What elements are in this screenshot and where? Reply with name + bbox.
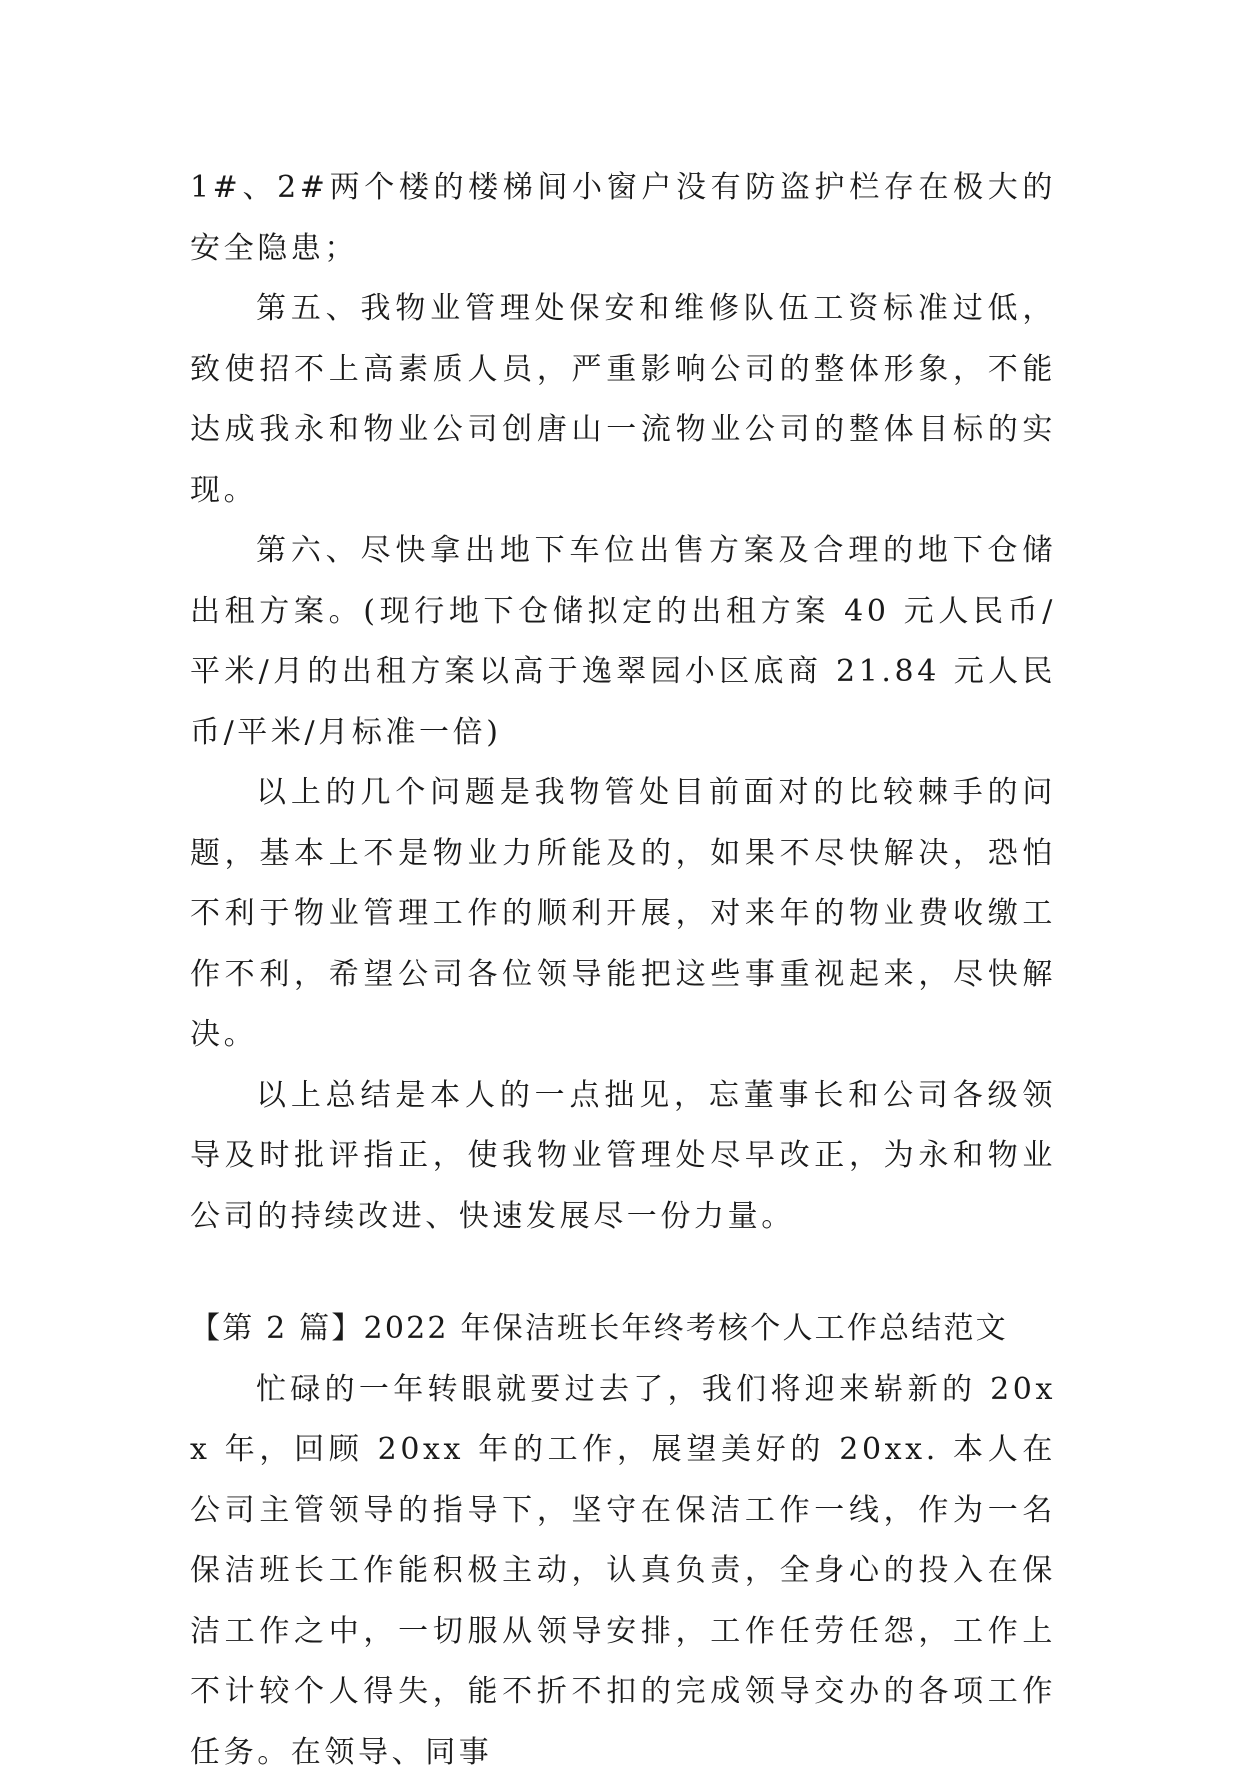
paragraph-closing-remarks: 以上总结是本人的一点拙见，忘董事长和公司各级领导及时批评指正，使我物业管理处尽早改正，为永和物业公司的持续改进、快速发展尽一份力量。 [190,1066,1056,1248]
paragraph-problems-summary: 以上的几个问题是我物管处目前面对的比较棘手的问题，基本上不是物业力所能及的，如果不尽快解决，恐怕不利于物业管理工作的顺利开展，对来年的物业费收缴工作不利，希望公司各位领导能把这些事重视起来，尽快解决。 [190,763,1056,1066]
document-body [190,158,1056,1783]
paragraph-stairwell-windows: 1#、2#两个楼的楼梯间小窗户没有防盗护栏存在极大的安全隐患； [190,158,1056,279]
section-2-paragraph: 忙碌的一年转眼就要过去了，我们将迎来崭新的 20xx 年，回顾 20xx 年的工作，展望美好的 20xx. 本人在公司主管领导的指导下，坚守在保洁工作一线，作为一名保洁班长工作能积极主动，认真负责，全身心的投入在保洁工作之中，一切服从领导安排，工作任劳任怨，工作上不计较个人得失，能不折不扣的完成领导交办的各项工作任务。在领导、同事 [190,1360,1056,1783]
paragraph-point-six: 第六、尽快拿出地下车位出售方案及合理的地下仓储出租方案。(现行地下仓储拟定的出租方案 40 元人民币/平米/月的出租方案以高于逸翠园小区底商 21.84 元人民币/平米/月标准一倍) [190,521,1056,763]
paragraph-point-five: 第五、我物业管理处保安和维修队伍工资标准过低，致使招不上高素质人员，严重影响公司的整体形象，不能达成我永和物业公司创唐山一流物业公司的整体目标的实现。 [190,279,1056,521]
section-2-heading: 【第 2 篇】2022 年保洁班长年终考核个人工作总结范文 [190,1299,1056,1360]
